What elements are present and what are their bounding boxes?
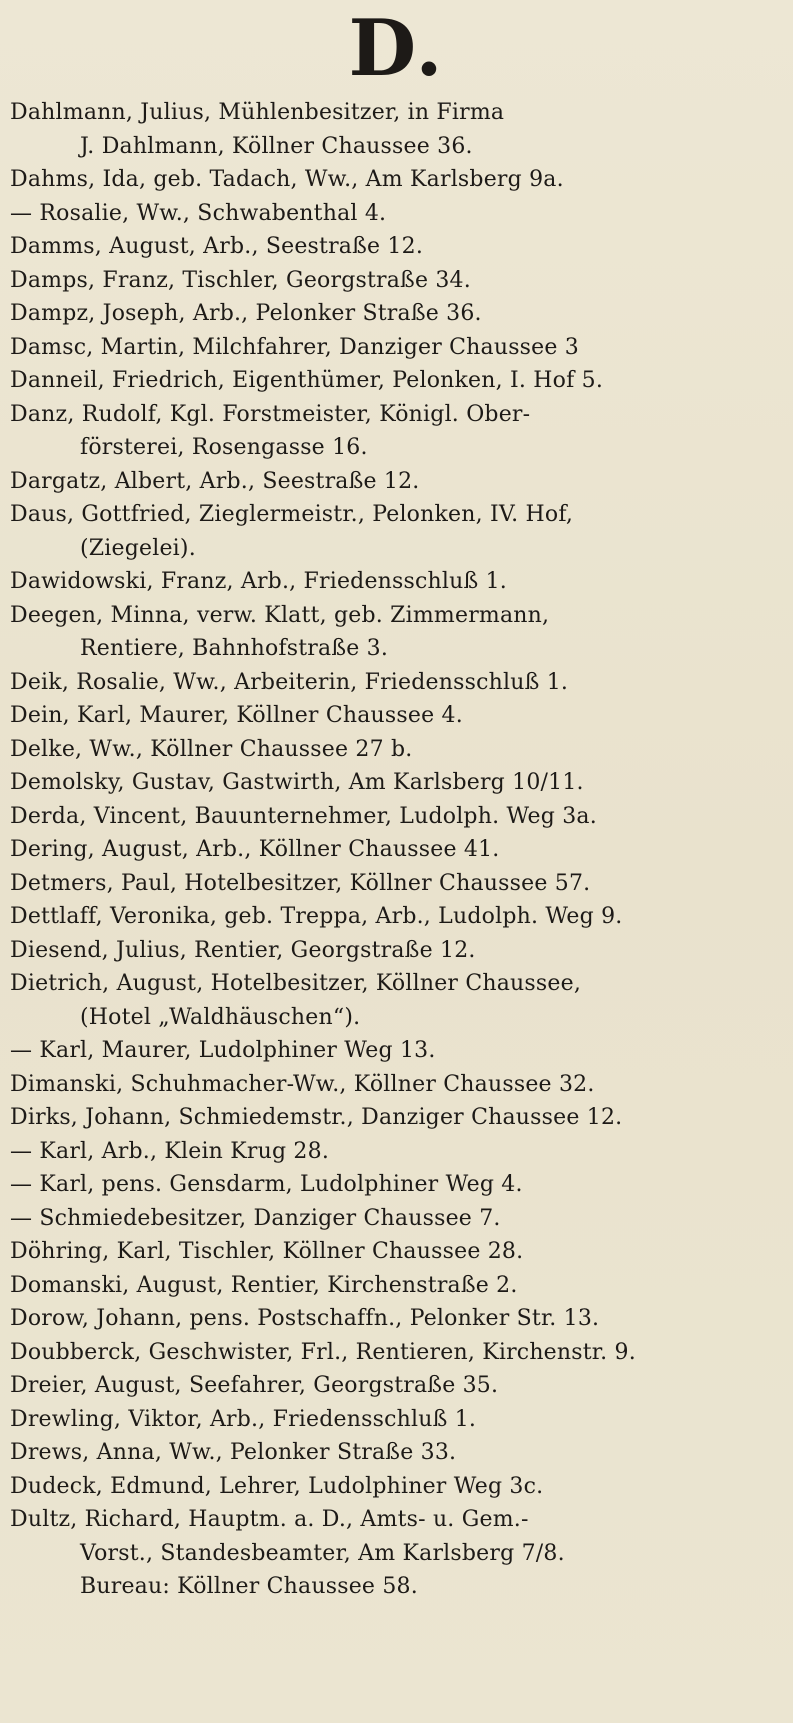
directory-entry-line: Damms, August, Arb., Seestraße 12. [10,234,424,259]
directory-entry-line: Dahms, Ida, geb. Tadach, Ww., Am Karlsberg 9a. [10,167,564,192]
directory-entry-line: Döhring, Karl, Tischler, Köllner Chaussee 28. [10,1239,524,1264]
directory-entry-line: Dahlmann, Julius, Mühlenbesitzer, in Firma [10,100,505,125]
directory-entry-line: Dudeck, Edmund, Lehrer, Ludolphiner Weg 3c. [10,1473,544,1499]
directory-entry-line: Derda, Vincent, Bauunternehmer, Ludolph. Weg 3a. [10,803,597,829]
directory-entry-line: Diesend, Julius, Rentier, Georgstraße 12. [10,937,476,963]
directory-entry-line: Dirks, Johann, Schmiedemstr., Danziger Chaussee 12. [10,1105,623,1130]
directory-entry-line: Drewling, Viktor, Arb., Friedensschluß 1. [10,1406,477,1432]
directory-entry-line: Dultz, Richard, Hauptm. a. D., Amts- u. Gem.- [10,1507,529,1532]
directory-entry-line: Dering, August, Arb., Köllner Chaussee 41. [10,837,500,862]
directory-entry-continuation: Bureau: Köllner Chaussee 58. [80,1574,418,1599]
directory-entry-line: Drews, Anna, Ww., Pelonker Straße 33. [10,1440,457,1465]
directory-entry-line: Dettlaff, Veronika, geb. Treppa, Arb., Ludolph. Weg 9. [10,904,623,929]
directory-entry-line: Dargatz, Albert, Arb., Seestraße 12. [10,468,420,494]
directory-entry-line: — Karl, Arb., Klein Krug 28. [10,1138,330,1164]
section-letter-heading: D. [348,3,445,94]
directory-entry-line: Dorow, Johann, pens. Postschaffn., Pelonker Str. 13. [10,1306,600,1331]
directory-entry-line: Dawidowski, Franz, Arb., Friedensschluß 1. [10,569,507,594]
directory-entry-line: Dreier, August, Seefahrer, Georgstraße 35. [10,1373,499,1398]
directory-entry-line: Dimanski, Schuhmacher-Ww., Köllner Chaussee 32. [10,1071,595,1097]
directory-entry-continuation: försterei, Rosengasse 16. [80,435,368,460]
directory-entry-line: Dein, Karl, Maurer, Köllner Chaussee 4. [10,703,463,728]
directory-entry-line: Deik, Rosalie, Ww., Arbeiterin, Friedensschluß 1. [10,669,569,695]
directory-entry-continuation: J. Dahlmann, Köllner Chaussee 36. [80,133,473,159]
directory-entry-line: — Rosalie, Ww., Schwabenthal 4. [10,200,387,226]
directory-entries [10,96,786,1604]
directory-entry-line: Domanski, August, Rentier, Kirchenstraße 2. [10,1272,518,1298]
directory-entry-continuation: (Hotel „Waldhäuschen“). [80,1004,361,1030]
directory-entry-continuation: Vorst., Standesbeamter, Am Karlsberg 7/8. [80,1540,565,1566]
directory-entry-line: Danneil, Friedrich, Eigenthümer, Pelonken, I. Hof 5. [10,368,604,393]
directory-entry-line: Daus, Gottfried, Zieglermeistr., Pelonken, IV. Hof, [10,502,574,527]
directory-entry-line: — Karl, Maurer, Ludolphiner Weg 13. [10,1038,436,1063]
directory-entry-line: Damps, Franz, Tischler, Georgstraße 34. [10,267,471,293]
directory-entry-continuation: Rentiere, Bahnhofstraße 3. [80,636,389,661]
directory-entry-line: Doubberck, Geschwister, Frl., Rentieren, Kirchenstr. 9. [10,1339,636,1365]
directory-entry-continuation: (Ziegelei). [80,535,196,561]
directory-entry-line: Deegen, Minna, verw. Klatt, geb. Zimmermann, [10,602,550,628]
directory-entry-line: Demolsky, Gustav, Gastwirth, Am Karlsberg 10/11. [10,770,584,795]
directory-entry-line: Dampz, Joseph, Arb., Pelonker Straße 36. [10,301,482,326]
directory-entry-line: — Karl, pens. Gensdarm, Ludolphiner Weg 4. [10,1172,523,1197]
directory-entry-line: Delke, Ww., Köllner Chaussee 27 b. [10,736,413,762]
directory-entry-line: — Schmiedebesitzer, Danziger Chaussee 7. [10,1205,501,1231]
directory-entry-line: Damsc, Martin, Milchfahrer, Danziger Chaussee 3 [10,334,580,360]
directory-entry-line: Danz, Rudolf, Kgl. Forstmeister, Königl. Ober- [10,401,531,427]
directory-entry-line: Detmers, Paul, Hotelbesitzer, Köllner Chaussee 57. [10,870,591,896]
directory-entry-line: Dietrich, August, Hotelbesitzer, Köllner Chaussee, [10,971,582,996]
